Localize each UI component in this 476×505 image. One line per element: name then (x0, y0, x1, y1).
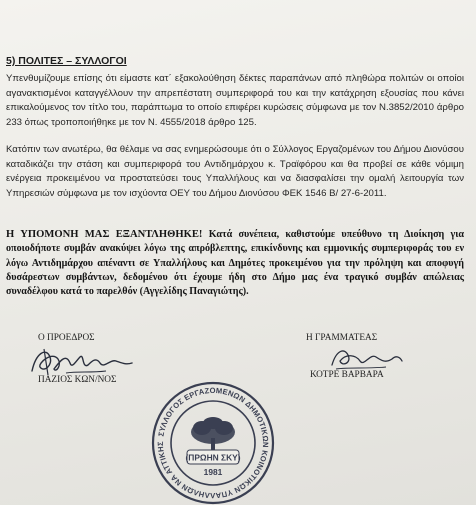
president-title: Ο ΠΡΟΕΔΡΟΣ (38, 333, 95, 343)
president-name: ΠΑΖΙΟΣ ΚΩΝ/ΝΟΣ (38, 375, 117, 385)
president-signature (26, 343, 136, 379)
paragraph-citizens-complaints: Υπενθυμίζουμε επίσης ότι είμαστε κατ΄ εξακολούθηση δέκτες παραπάνων από πληθώρα πολιτών οι οποίοι αγανακτισμένοι καταγγέλλουν την απρεπέστατη συμπεριφορά του και την κατάχρηση εξουσίας που κάνει επικαλούμενος τον τίτλο του, παράπτωμα το οποίο επιφέρει κυρώσεις σύμφωνα με τον Ν.3852/2010 άρθρο 233 όπως τροποποιήθηκε με τον Ν. 4555/2018 άρθρο 125. (6, 73, 464, 128)
section-heading: 5) ΠΟΛΙΤΕΣ – ΣΥΛΛΟΓΟΙ (6, 55, 127, 67)
stamp-center-text: (ΠΡΩΗΝ ΣΚΥ) (185, 452, 241, 463)
stamp-year: 1981 (203, 467, 223, 477)
union-stamp (150, 380, 276, 505)
patience-exhausted-lead: Η ΥΠΟΜΟΝΗ ΜΑΣ ΕΞΑΝΤΛΗΘΗΚΕ! (6, 229, 203, 240)
secretary-name: ΚΟΤΡΕ ΒΑΡΒΑΡΑ (310, 370, 384, 380)
secretary-signature (326, 343, 406, 373)
paragraph-patience-exhausted (6, 228, 464, 299)
stamp-ring-text: ΣΥΛΛΟΓΟΣ ΕΡΓΑΖΟΜΕΝΩΝ ΔΗΜΟΤΙΚΩΝ ΚΟΙΝΟΤΙΚΩΝ ΥΠΑΛΛΗΛΩΝ ΝΑ ΑΤΤΙΚΗΣ (155, 385, 271, 501)
tree-emblem-icon (191, 417, 235, 450)
paragraph-union-position: Κατόπιν των ανωτέρω, θα θέλαμε να σας ενημερώσουμε ότι ο Σύλλογος Εργαζομένων του Δήμου Διονύσου καταδικάζει την στάση και συμπεριφορά του Αντιδημάρχου κ. Τραϊφόρου και θα προβεί σε κάθε νόμιμη ενέργεια προκειμένου να προστατεύσει τους Υπαλλήλους και να διασφαλίσει την ομαλή λειτουργία των Υπηρεσιών σύμφωνα με τον ισχύοντα ΟΕΥ του Δήμου Διονύσου ΦΕΚ 1546 Β/ 27-6-2011. (6, 144, 464, 199)
secretary-title: Η ΓΡΑΜΜΑΤΕΑΣ (306, 333, 378, 343)
patience-exhausted-body: Κατά συνέπεια, καθιστούμε υπεύθυνο τη Διοίκηση για οποιοδήποτε συμβάν ανακύψει λόγω της απρόβλεπτης, επικίνδυνης και εμμονικής συμπεριφοράς του εν λόγω Αντιδημάρχου απέναντι σε Υπαλλήλους και Δημότες προκειμένου για την πρόληψη και αποφυγή δυσάρεστων συμβάντων, δεδομένου ότι έχουμε ήδη στο Δήμο μας ένα τραγικό συμβάν απώλειας συναδέλφου κατά το παρελθόν (Αγγελίδης Παναγιώτης). (6, 229, 465, 298)
